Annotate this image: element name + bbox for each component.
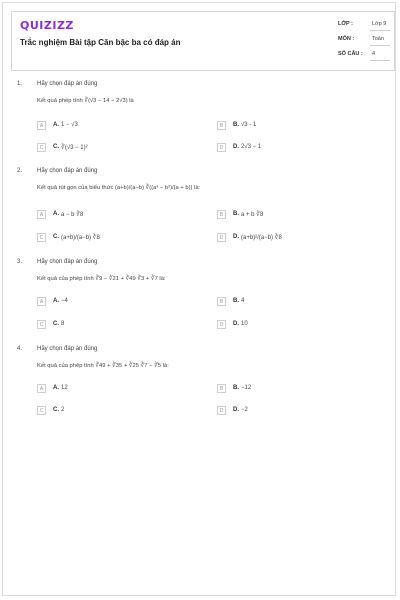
question-number: 3. bbox=[17, 259, 23, 265]
question-prompt: Kết quả rút gọn của biểu thức (a+b)/(a−b) ∛((a³ − b³)/(a + b)) là: bbox=[37, 185, 201, 191]
option-d[interactable] bbox=[217, 320, 387, 332]
meta-label: MÔN : bbox=[338, 36, 355, 42]
option-letter: C. bbox=[53, 321, 59, 327]
option-letter: B. bbox=[233, 122, 239, 128]
option-checkbox[interactable]: B bbox=[217, 384, 226, 393]
option-checkbox[interactable]: A bbox=[37, 210, 46, 219]
option-text: (a+b)/(a−b) ∛8 bbox=[61, 235, 100, 241]
option-checkbox[interactable]: D bbox=[217, 320, 226, 329]
question-prompt: Kết quả của phép tính ∛9 − ∛21 + ∛49 ∛3 + ∛7 là: bbox=[37, 276, 166, 282]
option-c[interactable] bbox=[37, 406, 207, 418]
option-text: 1 − √3 bbox=[61, 122, 78, 128]
option-checkbox[interactable]: B bbox=[217, 121, 226, 130]
question-instruction: Hãy chọn đáp án đúng bbox=[37, 346, 98, 352]
option-text: (a+b)²/(a−b) ∛8 bbox=[241, 235, 282, 241]
option-checkbox[interactable]: A bbox=[37, 297, 46, 306]
option-letter: A. bbox=[53, 211, 59, 217]
meta-label: LỚP : bbox=[338, 21, 353, 27]
option-text: 8 bbox=[61, 321, 65, 327]
option-text: −4 bbox=[61, 298, 68, 304]
option-text: 10 bbox=[241, 321, 248, 327]
option-letter: B. bbox=[233, 298, 239, 304]
option-b[interactable] bbox=[217, 297, 387, 309]
option-checkbox[interactable]: D bbox=[217, 233, 226, 242]
option-c[interactable] bbox=[37, 143, 207, 155]
worksheet-header bbox=[11, 11, 395, 71]
option-a[interactable] bbox=[37, 384, 207, 396]
option-c[interactable] bbox=[37, 320, 207, 332]
worksheet-page bbox=[2, 2, 396, 596]
quizizz-logo: QUIZIZZ bbox=[20, 19, 74, 32]
question-number: 1. bbox=[17, 81, 23, 87]
option-checkbox[interactable]: B bbox=[217, 210, 226, 219]
option-letter: C. bbox=[53, 234, 59, 240]
option-checkbox[interactable]: C bbox=[37, 143, 46, 152]
worksheet-title: Trắc nghiệm Bài tập Căn bậc ba có đáp án bbox=[20, 38, 181, 47]
option-text: −12 bbox=[241, 385, 252, 391]
meta-label: SỐ CÂU : bbox=[338, 51, 363, 57]
option-checkbox[interactable]: D bbox=[217, 406, 226, 415]
option-letter: D. bbox=[233, 144, 239, 150]
option-letter: D. bbox=[233, 407, 239, 413]
option-a[interactable] bbox=[37, 121, 207, 133]
option-letter: B. bbox=[233, 211, 239, 217]
option-letter: D. bbox=[233, 321, 239, 327]
option-d[interactable] bbox=[217, 406, 387, 418]
question-number: 2. bbox=[17, 168, 23, 174]
meta-underline bbox=[370, 30, 390, 31]
meta-underline bbox=[370, 45, 390, 46]
option-text: 2 bbox=[61, 407, 65, 413]
meta-value: Toán bbox=[372, 36, 384, 42]
option-text: a + b ∛8 bbox=[241, 212, 264, 218]
meta-class bbox=[338, 21, 390, 33]
option-text: −2 bbox=[241, 407, 248, 413]
question-instruction: Hãy chọn đáp án đúng bbox=[37, 259, 98, 265]
option-text: a − b ∛8 bbox=[61, 212, 84, 218]
option-a[interactable] bbox=[37, 297, 207, 309]
option-text: 4 bbox=[241, 298, 245, 304]
option-checkbox[interactable]: D bbox=[217, 143, 226, 152]
meta-question-count bbox=[338, 51, 390, 63]
option-text: 2√3 − 1 bbox=[241, 144, 262, 150]
option-checkbox[interactable]: C bbox=[37, 320, 46, 329]
option-d[interactable] bbox=[217, 233, 387, 245]
option-checkbox[interactable]: C bbox=[37, 233, 46, 242]
option-checkbox[interactable]: A bbox=[37, 121, 46, 130]
option-b[interactable] bbox=[217, 384, 387, 396]
option-letter: B. bbox=[233, 385, 239, 391]
option-b[interactable] bbox=[217, 121, 387, 133]
question-number: 4. bbox=[17, 346, 23, 352]
option-checkbox[interactable]: A bbox=[37, 384, 46, 393]
option-text: ∛(√3 − 1)² bbox=[61, 145, 88, 151]
option-letter: A. bbox=[53, 385, 59, 391]
option-checkbox[interactable]: C bbox=[37, 406, 46, 415]
option-letter: C. bbox=[53, 407, 59, 413]
option-letter: C. bbox=[53, 144, 59, 150]
option-b[interactable] bbox=[217, 210, 387, 222]
meta-value: 4 bbox=[372, 51, 376, 57]
question-prompt: Kết quả của phép tính ∛49 + ∛35 + ∛25 ∛7 − ∛5 là: bbox=[37, 363, 169, 369]
option-d[interactable] bbox=[217, 143, 387, 155]
option-text: √3 - 1 bbox=[241, 122, 257, 128]
option-letter: D. bbox=[233, 234, 239, 240]
question-instruction: Hãy chọn đáp án đúng bbox=[37, 81, 98, 87]
option-text: 12 bbox=[61, 385, 68, 391]
option-checkbox[interactable]: B bbox=[217, 297, 226, 306]
meta-value: Lớp 9 bbox=[372, 21, 387, 27]
option-c[interactable] bbox=[37, 233, 207, 245]
question-instruction: Hãy chọn đáp án đúng bbox=[37, 168, 98, 174]
option-letter: A. bbox=[53, 122, 59, 128]
question-prompt: Kết quả phép tính ∛(√3 − 14 − 2√3) là bbox=[37, 98, 134, 104]
meta-subject bbox=[338, 36, 390, 48]
option-letter: A. bbox=[53, 298, 59, 304]
meta-underline bbox=[370, 60, 390, 61]
option-a[interactable] bbox=[37, 210, 207, 222]
